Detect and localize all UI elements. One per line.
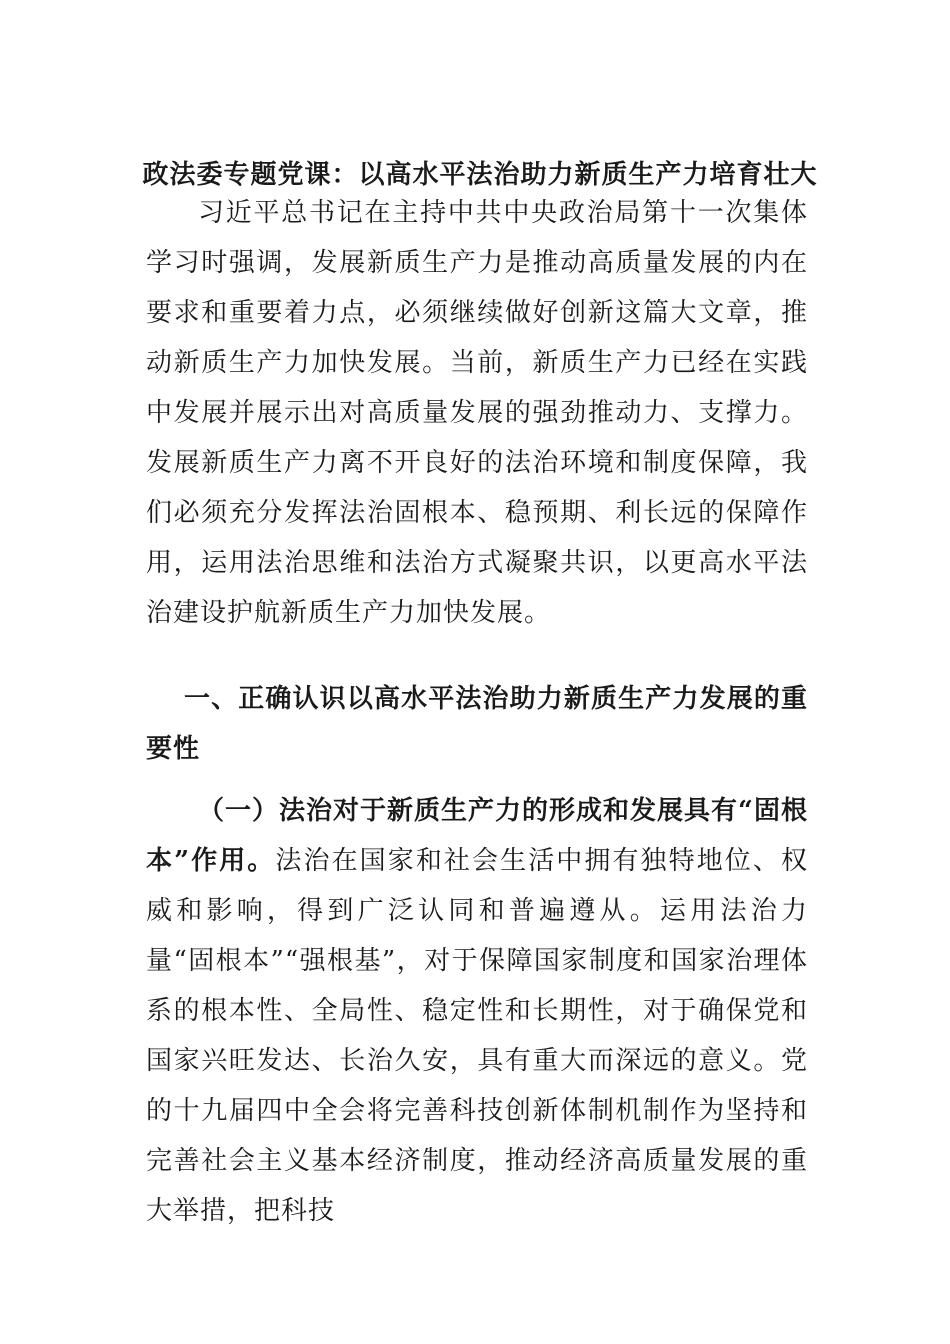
section-heading-1: 一、正确认识以高水平法治助力新质生产力发展的重要性 (146, 684, 808, 764)
subsection-lead-1: （一）法治对于新质生产力的形成和发展具有“固根本”作用。 (146, 796, 808, 876)
subsection-paragraph-1 (146, 786, 808, 1236)
subsection-body-1: 法治在国家和社会生活中拥有独特地位、权威和影响，得到广泛认同和普遍遵从。运用法治力量“固根本”“强根基”，对于保障国家制度和国家治理体系的根本性、全局性、稳定性和长期性，对于确保党和国家兴旺发达、长治久安，具有重大而深远的意义。党的十九届四中全会将完善科技创新体制机制作为坚持和完善社会主义基本经济制度，推动经济高质量发展的重大举措，把科技 (146, 846, 808, 1226)
document-title: 政法委专题党课：以高水平法治助力新质生产力培育壮大 (142, 160, 818, 190)
intro-paragraph: 习近平总书记在主持中共中央政治局第十一次集体学习时强调，发展新质生产力是推动高质量发展的内在要求和重要着力点，必须继续做好创新这篇大文章，推动新质生产力加快发展。当前，新质生产力已经在实践中发展并展示出对高质量发展的强劲推动力、支撑力。发展新质生产力离不开良好的法治环境和制度保障，我们必须充分发挥法治固根本、稳预期、利长远的保障作用，运用法治思维和法治方式凝聚共识，以更高水平法治建设护航新质生产力加快发展。 (146, 198, 808, 628)
